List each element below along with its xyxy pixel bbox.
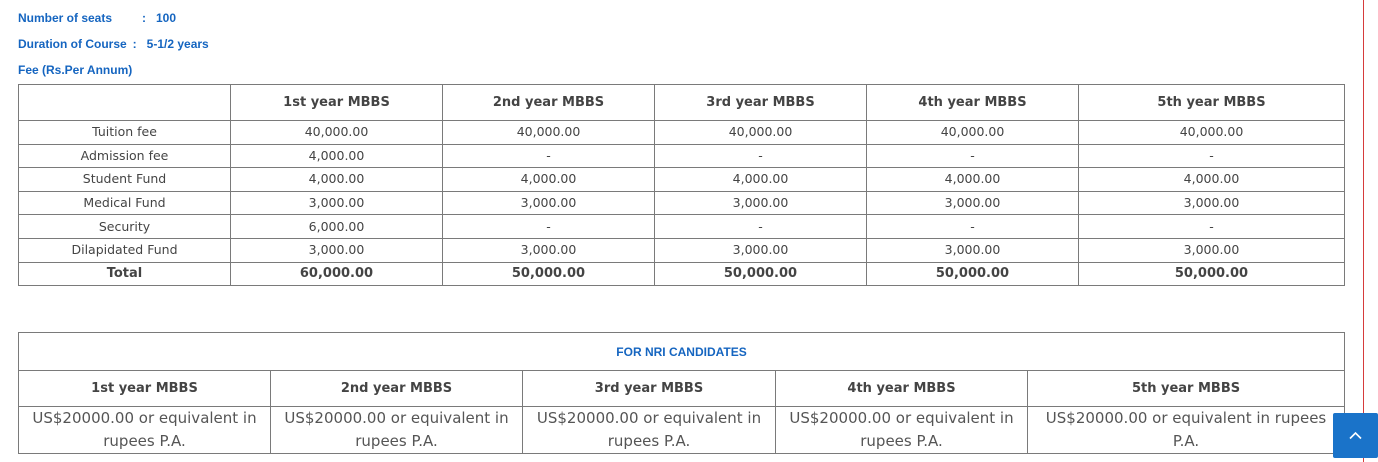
fee-header-cell: 4th year MBBS [867, 85, 1079, 121]
row-label: Student Fund [19, 168, 231, 192]
duration-separator: : [132, 37, 137, 51]
nri-value-row [19, 407, 1345, 454]
fee-cell: - [443, 215, 655, 239]
nri-fee-cell: US$20000.00 or equivalent in rupees P.A. [523, 407, 776, 454]
fee-cell: 40,000.00 [1079, 121, 1345, 145]
fee-header-cell [19, 85, 231, 121]
nri-fee-cell: US$20000.00 or equivalent in rupees P.A. [271, 407, 523, 454]
row-label: Dilapidated Fund [19, 238, 231, 262]
page-divider [1363, 0, 1364, 462]
table-row [19, 191, 1345, 215]
total-row [19, 262, 1345, 286]
duration-value: 5-1/2 years [146, 37, 209, 51]
total-cell: 50,000.00 [867, 262, 1079, 286]
fee-cell: 40,000.00 [443, 121, 655, 145]
nri-fee-cell: US$20000.00 or equivalent in rupees P.A. [1028, 407, 1345, 454]
nri-header-row [19, 371, 1345, 407]
fee-cell: 3,000.00 [655, 238, 867, 262]
chevron-up-icon [1348, 428, 1363, 443]
nri-title: FOR NRI CANDIDATES [19, 333, 1345, 371]
duration-info [18, 37, 209, 51]
row-label: Security [19, 215, 231, 239]
fee-header-cell: 1st year MBBS [231, 85, 443, 121]
fee-cell: - [655, 215, 867, 239]
fee-cell: 3,000.00 [867, 238, 1079, 262]
fee-cell: 3,000.00 [867, 191, 1079, 215]
scroll-to-top-button[interactable] [1333, 413, 1378, 458]
duration-label: Duration of Course [18, 37, 127, 51]
fee-table-header-row [19, 85, 1345, 121]
fee-cell: - [1079, 215, 1345, 239]
row-label: Tuition fee [19, 121, 231, 145]
seats-separator: : [142, 11, 146, 25]
nri-header-cell: 1st year MBBS [19, 371, 271, 407]
fee-header-cell: 5th year MBBS [1079, 85, 1345, 121]
total-cell: 50,000.00 [1079, 262, 1345, 286]
nri-fee-cell: US$20000.00 or equivalent in rupees P.A. [776, 407, 1028, 454]
nri-fee-cell: US$20000.00 or equivalent in rupees P.A. [19, 407, 271, 454]
nri-fee-table [18, 332, 1345, 454]
fee-table [18, 84, 1345, 286]
table-row [19, 238, 1345, 262]
total-cell: 50,000.00 [655, 262, 867, 286]
nri-header-cell: 3rd year MBBS [523, 371, 776, 407]
fee-cell: 4,000.00 [231, 144, 443, 168]
fee-cell: 40,000.00 [231, 121, 443, 145]
fee-cell: - [1079, 144, 1345, 168]
nri-header-cell: 5th year MBBS [1028, 371, 1345, 407]
fee-cell: - [867, 144, 1079, 168]
fee-cell: - [655, 144, 867, 168]
fee-cell: 3,000.00 [655, 191, 867, 215]
table-row [19, 215, 1345, 239]
fee-cell: 3,000.00 [443, 238, 655, 262]
fee-cell: 4,000.00 [1079, 168, 1345, 192]
fee-cell: 6,000.00 [231, 215, 443, 239]
fee-cell: 3,000.00 [443, 191, 655, 215]
fee-cell: 3,000.00 [231, 238, 443, 262]
fee-heading: Fee (Rs.Per Annum) [18, 63, 133, 77]
seats-info [18, 11, 176, 25]
nri-header-cell: 4th year MBBS [776, 371, 1028, 407]
total-cell: 50,000.00 [443, 262, 655, 286]
seats-value: 100 [156, 11, 177, 25]
fee-header-cell: 3rd year MBBS [655, 85, 867, 121]
table-row [19, 168, 1345, 192]
fee-cell: 3,000.00 [1079, 191, 1345, 215]
fee-cell: 40,000.00 [867, 121, 1079, 145]
fee-cell: 3,000.00 [231, 191, 443, 215]
row-label: Medical Fund [19, 191, 231, 215]
total-label: Total [19, 262, 231, 286]
fee-cell: 4,000.00 [655, 168, 867, 192]
total-cell: 60,000.00 [231, 262, 443, 286]
row-label: Admission fee [19, 144, 231, 168]
fee-cell: 40,000.00 [655, 121, 867, 145]
seats-label: Number of seats [18, 11, 113, 25]
fee-header-cell: 2nd year MBBS [443, 85, 655, 121]
table-row [19, 121, 1345, 145]
fee-cell: 3,000.00 [1079, 238, 1345, 262]
fee-cell: - [443, 144, 655, 168]
fee-cell: 4,000.00 [443, 168, 655, 192]
nri-title-row [19, 333, 1345, 371]
nri-header-cell: 2nd year MBBS [271, 371, 523, 407]
fee-cell: - [867, 215, 1079, 239]
table-row [19, 144, 1345, 168]
fee-cell: 4,000.00 [867, 168, 1079, 192]
fee-cell: 4,000.00 [231, 168, 443, 192]
